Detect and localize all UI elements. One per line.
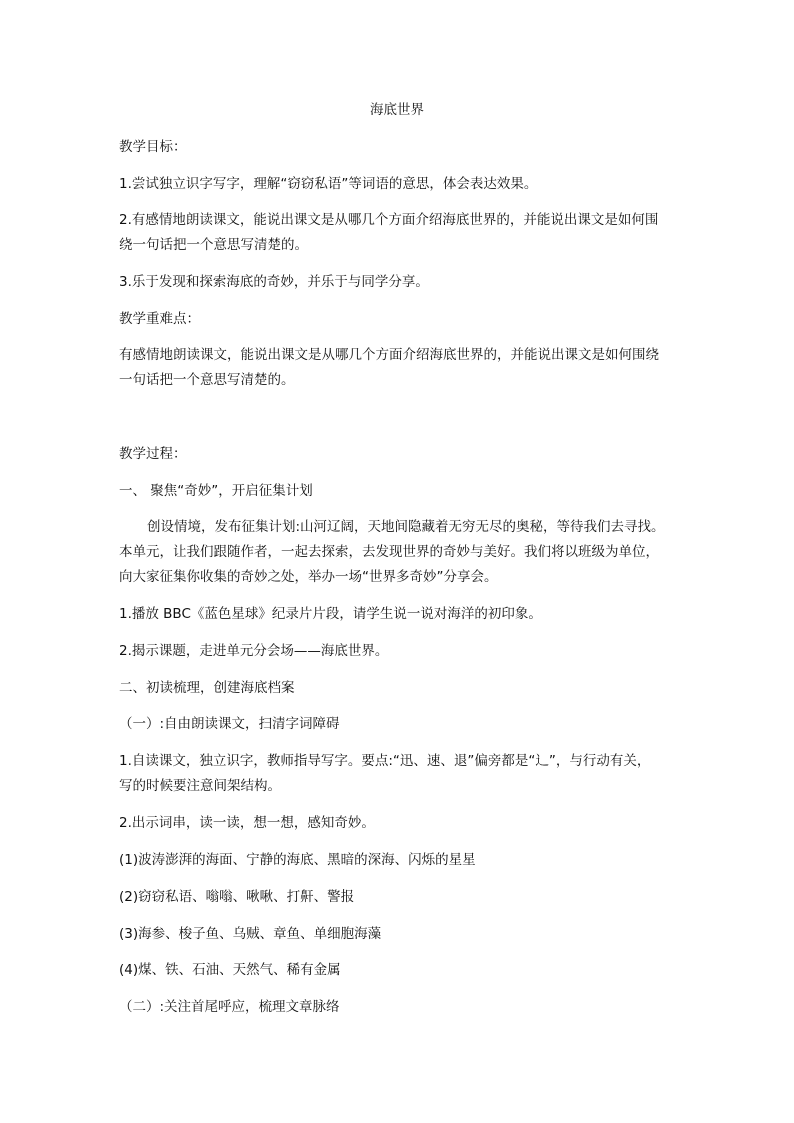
section-1-step-1: 1.播放 BBC《蓝色星球》纪录片片段，请学生说一说对海洋的初印象。 (119, 606, 542, 622)
word-list-item-4: (4)煤、铁、石油、天然气、稀有金属 (119, 962, 341, 978)
section-1-paragraph-line-2: 本单元，让我们跟随作者，一起去探索，去发现世界的奇妙与美好。我们将以班级为单位， (119, 544, 659, 560)
key-points-line-1: 有感情地朗读课文，能说出课文是从哪几个方面介绍海底世界的，并能说出课文是如何围绕 (119, 347, 659, 363)
key-points-line-2: 一句话把一个意思写清楚的。 (119, 372, 295, 388)
key-points-heading: 教学重难点： (119, 311, 200, 327)
objective-2-line-2: 绕一句话把一个意思写清楚的。 (119, 237, 308, 253)
section-1-paragraph-line-3: 向大家征集你收集的奇妙之处，举办一场“世界多奇妙”分享会。 (119, 569, 498, 585)
objective-3: 3.乐于发现和探索海底的奇妙，并乐于与同学分享。 (119, 274, 429, 290)
process-heading: 教学过程： (119, 446, 187, 462)
word-list-item-1: (1)波涛澎湃的海面、宁静的海底、黑暗的深海、闪烁的星星 (119, 852, 476, 868)
subsection-1-title: （一）:自由朗读课文，扫清字词障碍 (119, 716, 340, 732)
section-1-title: 一、 聚焦“奇妙”，开启征集计划 (119, 483, 313, 499)
subsection-1-step-1-line-1: 1.自读课文，独立识字，教师指导写字。要点:“迅、速、退”偏旁都是“辶”，与行动有关， (119, 753, 651, 769)
objective-1: 1.尝试独立识字写字，理解“窃窃私语”等词语的意思，体会表达效果。 (119, 176, 538, 192)
word-list-item-3: (3)海参、梭子鱼、乌贼、章鱼、单细胞海藻 (119, 926, 382, 942)
section-2-title: 二、初读梳理，创建海底档案 (119, 680, 295, 696)
section-1-step-2: 2.揭示课题，走进单元分会场——海底世界。 (119, 643, 389, 659)
document-title: 海底世界 (370, 102, 424, 118)
section-1-paragraph-line-1: 创设情境，发布征集计划:山河辽阔，天地间隐藏着无穷无尽的奥秘，等待我们去寻找。 (147, 519, 665, 535)
objective-2-line-1: 2.有感情地朗读课文，能说出课文是从哪几个方面介绍海底世界的，并能说出课文是如何围 (119, 212, 659, 228)
objectives-heading: 教学目标： (119, 139, 187, 155)
word-list-item-2: (2)窃窃私语、嗡嗡、啾啾、打鼾、警报 (119, 889, 355, 905)
subsection-1-step-1-line-2: 写的时候要注意间架结构。 (119, 778, 281, 794)
subsection-1-step-2: 2.出示词串，读一读，想一想，感知奇妙。 (119, 815, 375, 831)
subsection-2-title: （二）:关注首尾呼应，梳理文章脉络 (119, 999, 340, 1015)
